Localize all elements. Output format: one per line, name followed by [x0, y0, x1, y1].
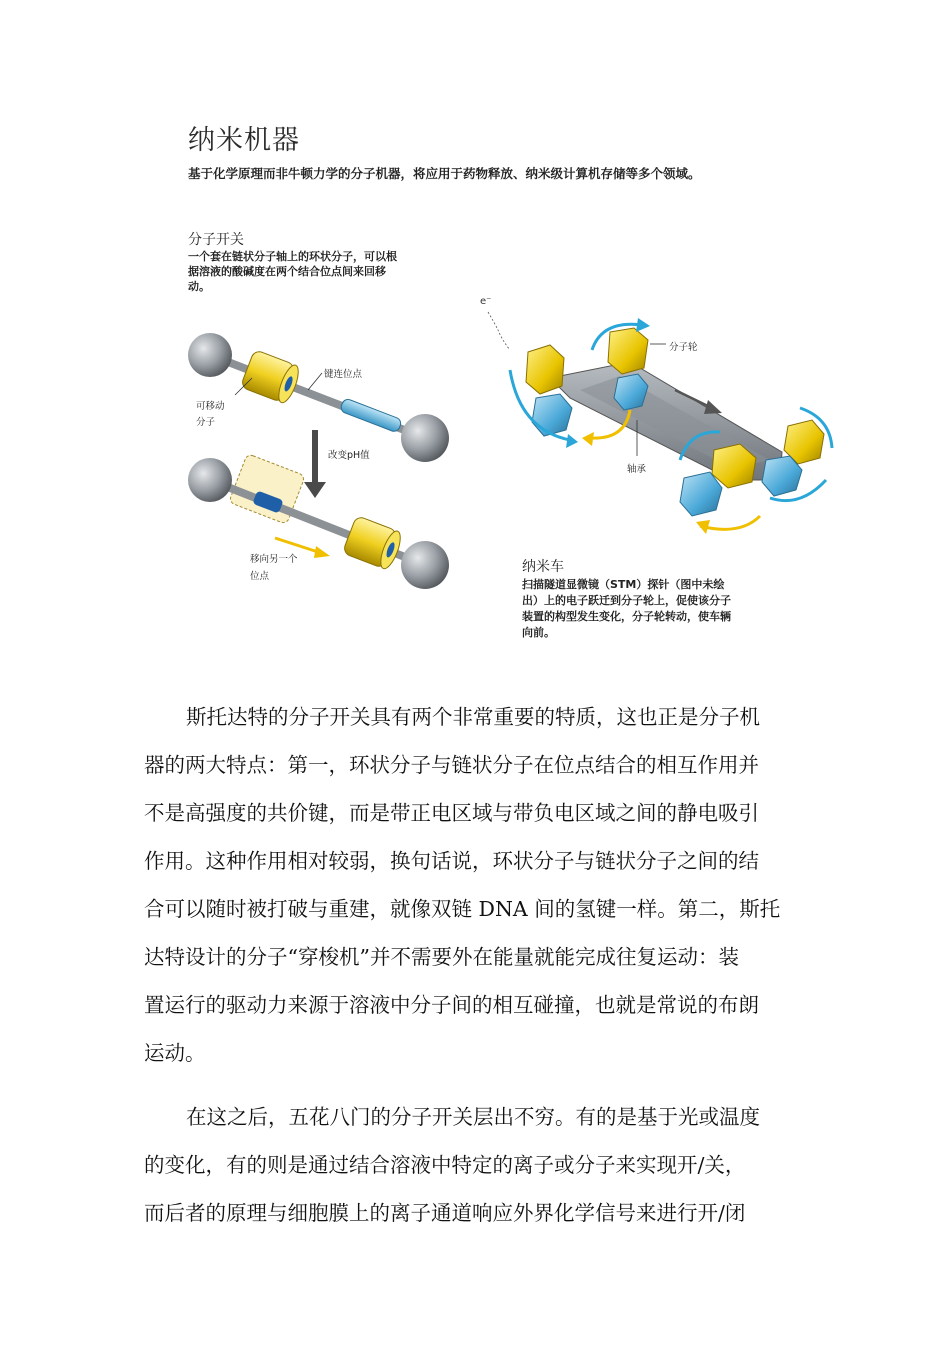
car-description: 扫描隧道显微镜（STM）探针（图中未绘出）上的电子跃迁到分子轮上，促使该分子装置的构型发生变化，分子轮转动，使车辆向前。 — [522, 578, 731, 639]
label-movable-line1: 可移动 — [196, 401, 225, 412]
down-arrow-icon — [304, 482, 326, 498]
paragraph-line: 运动。 — [144, 1041, 206, 1065]
label-change-ph: 改变pH值 — [328, 450, 370, 461]
paragraph-2 — [144, 1093, 808, 1237]
switch-state-before — [188, 333, 449, 462]
label-binding-site: 键连位点 — [324, 369, 363, 380]
rotate-arrow-icon — [566, 434, 578, 448]
paragraph-line: 在这之后，五花八门的分子开关层出不穷。有的是基于光或温度 — [186, 1105, 760, 1129]
paragraph-line: 作用。这种作用相对较弱，换句话说，环状分子与链状分子之间的结 — [144, 849, 759, 873]
label-axle: 轴承 — [627, 464, 647, 475]
paragraph-line: 的变化，有的则是通过结合溶液中特定的离子或分子来实现开/关， — [144, 1153, 746, 1177]
paragraph-line: 斯托达特的分子开关具有两个非常重要的特质，这也正是分子机 — [186, 705, 760, 729]
label-movable-line2: 分子 — [196, 417, 216, 428]
direction-arrow-icon — [704, 400, 722, 414]
label-move-line1: 移向另一个 — [250, 554, 298, 565]
paragraph-line: 而后者的原理与细胞膜上的离子通道响应外界化学信号来进行开/闭 — [144, 1201, 746, 1225]
move-arrow-icon — [314, 546, 330, 558]
wheel-blue-3 — [680, 472, 722, 516]
switch-state-after — [188, 454, 449, 589]
electron-symbol: e⁻ — [480, 296, 492, 307]
nanocar-illustration — [470, 290, 840, 550]
rotate-arrow-icon — [636, 318, 650, 332]
wheel-blue-1 — [532, 394, 572, 436]
figure-subtitle: 基于化学原理而非牛顿力学的分子机器，将应用于药物释放、纳米级计算机存储等多个领域。 — [188, 166, 701, 181]
label-move-line2: 位点 — [250, 571, 270, 582]
paragraph-line: 置运行的驱动力来源于溶液中分子间的相互碰撞，也就是常说的布朗 — [144, 993, 759, 1017]
figure-title: 纳米机器 — [188, 125, 300, 156]
label-wheel: 分子轮 — [669, 342, 698, 353]
wheel-yellow-2 — [608, 328, 648, 374]
car-title: 纳米车 — [522, 559, 564, 575]
paragraph-line: 合可以随时被打破与重建，就像双链 DNA 间的氢键一样。第二，斯托 — [144, 897, 781, 921]
switch-description: 一个套在链状分子轴上的环状分子，可以根据溶液的酸碱度在两个结合位点间来回移动。 — [188, 250, 397, 293]
paragraph-line: 器的两大特点：第一，环状分子与链状分子在位点结合的相互作用并 — [144, 753, 759, 777]
wheel-yellow-1 — [526, 345, 564, 394]
paragraph-line: 不是高强度的共价键，而是带正电区域与带负电区域之间的静电吸引 — [144, 801, 759, 825]
switch-title: 分子开关 — [188, 232, 244, 248]
rotate-arrow-icon — [696, 520, 710, 534]
rotate-arrow-icon — [582, 432, 594, 446]
paragraph-line: 达特设计的分子“穿梭机”并不需要外在能量就能完成往复运动：装 — [144, 945, 739, 969]
paragraph-1 — [144, 693, 808, 1077]
wheel-blue-2 — [614, 374, 648, 410]
molecular-switch-illustration — [180, 320, 470, 620]
